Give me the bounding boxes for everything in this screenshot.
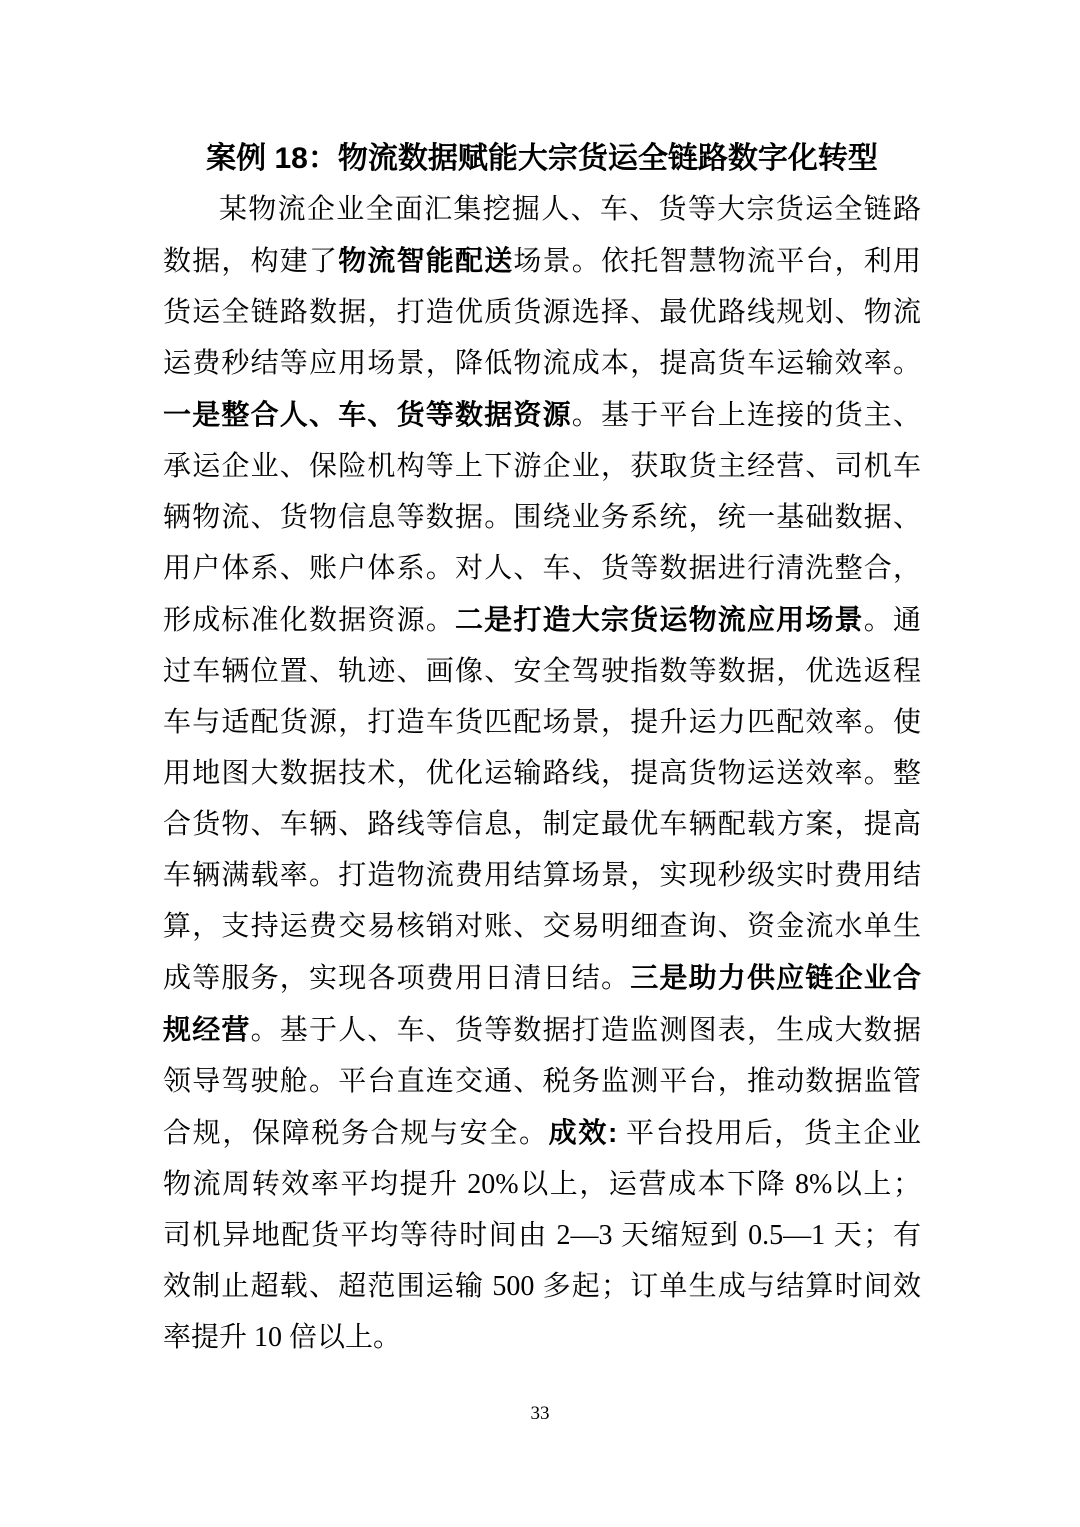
text-segment: 物流周转效率平均提升 20%以上，运营成本下降 8%以上； [163, 1169, 921, 1200]
text-segment: 用户体系、账户体系。对人、车、货等数据进行清洗整合， [163, 553, 921, 584]
text-segment: 司机异地配货平均等待时间由 2—3 天缩短到 0.5—1 天；有 [163, 1220, 921, 1251]
document-body [163, 133, 921, 1363]
text-segment: 算，支持运费交易核销对账、交易明细查询、资金流水单生 [163, 911, 921, 942]
page-number: 33 [530, 1403, 550, 1424]
text-segment: 。基于人、车、货等数据打造监测图表，生成大数据 [250, 1015, 921, 1046]
paragraph-line [163, 1312, 921, 1363]
paragraph-line [163, 901, 921, 952]
bold-text-segment: 二是打造大宗货运物流应用场景 [454, 604, 864, 635]
paragraph-line [163, 1210, 921, 1261]
paragraph-line [163, 441, 921, 492]
text-segment: 。通 [863, 605, 921, 636]
text-segment: 平台投用后，货主企业 [617, 1118, 921, 1149]
paragraph-line [163, 338, 921, 389]
text-segment: 合规，保障税务合规与安全。 [163, 1118, 549, 1149]
text-segment: 率提升 10 倍以上。 [163, 1322, 402, 1353]
text-segment: 数据，构建了 [163, 246, 339, 277]
paragraph-line [163, 1107, 921, 1159]
paragraph-line [163, 799, 921, 850]
bold-text-segment: 一是整合人、车、货等数据资源 [163, 399, 572, 430]
text-segment: 合货物、车辆、路线等信息，制定最优车辆配载方案，提高 [163, 809, 921, 840]
page-title: 案例 18：物流数据赋能大宗货运全链路数字化转型 [206, 142, 878, 175]
bold-text-segment: 成效: [548, 1117, 618, 1148]
text-segment: 某物流企业全面汇集挖掘人、车、货等大宗货运全链路 [219, 194, 921, 225]
bold-text-segment: 三是助力供应链企业合 [630, 962, 921, 993]
paragraph-line [163, 1004, 921, 1056]
paragraph-line [163, 492, 921, 543]
paragraph-line [163, 389, 921, 441]
text-segment: 货运全链路数据，打造优质货源选择、最优路线规划、物流 [163, 297, 921, 328]
text-segment: 效制止超载、超范围运输 500 多起；订单生成与结算时间效 [163, 1271, 921, 1302]
paragraph-line [163, 184, 921, 235]
bold-text-segment: 规经营 [163, 1014, 251, 1045]
text-segment: 运费秒结等应用场景，降低物流成本，提高货车运输效率。 [163, 348, 921, 379]
text-segment: 。基于平台上连接的货主、 [571, 400, 921, 431]
paragraph-line [163, 1056, 921, 1107]
text-segment: 场景。依托智慧物流平台，利用 [513, 246, 921, 277]
paragraph-line [163, 543, 921, 594]
paragraph-line [163, 1261, 921, 1312]
text-segment: 领导驾驶舱。平台直连交通、税务监测平台，推动数据监管 [163, 1066, 921, 1097]
text-segment: 形成标准化数据资源。 [163, 605, 455, 636]
paragraph-line [163, 697, 921, 748]
paragraph-line [163, 1159, 921, 1210]
paragraph-line [163, 594, 921, 646]
text-segment: 用地图大数据技术，优化运输路线，提高货物运送效率。整 [163, 758, 921, 789]
paragraph-line [163, 850, 921, 901]
text-segment: 车辆满载率。打造物流费用结算场景，实现秒级实时费用结 [163, 860, 921, 891]
text-segment: 成等服务，实现各项费用日清日结。 [163, 963, 631, 994]
text-segment: 承运企业、保险机构等上下游企业，获取货主经营、司机车 [163, 451, 921, 482]
paragraph-line [163, 952, 921, 1004]
paragraph-line [163, 748, 921, 799]
bold-text-segment: 物流智能配送 [338, 245, 514, 276]
paragraph-line [163, 287, 921, 338]
text-segment: 车与适配货源，打造车货匹配场景，提升运力匹配效率。使 [163, 707, 921, 738]
paragraph-line [163, 235, 921, 287]
text-segment: 过车辆位置、轨迹、画像、安全驾驶指数等数据，优选返程 [163, 656, 921, 687]
paragraph-line [163, 646, 921, 697]
text-segment: 辆物流、货物信息等数据。围绕业务系统，统一基础数据、 [163, 502, 921, 533]
